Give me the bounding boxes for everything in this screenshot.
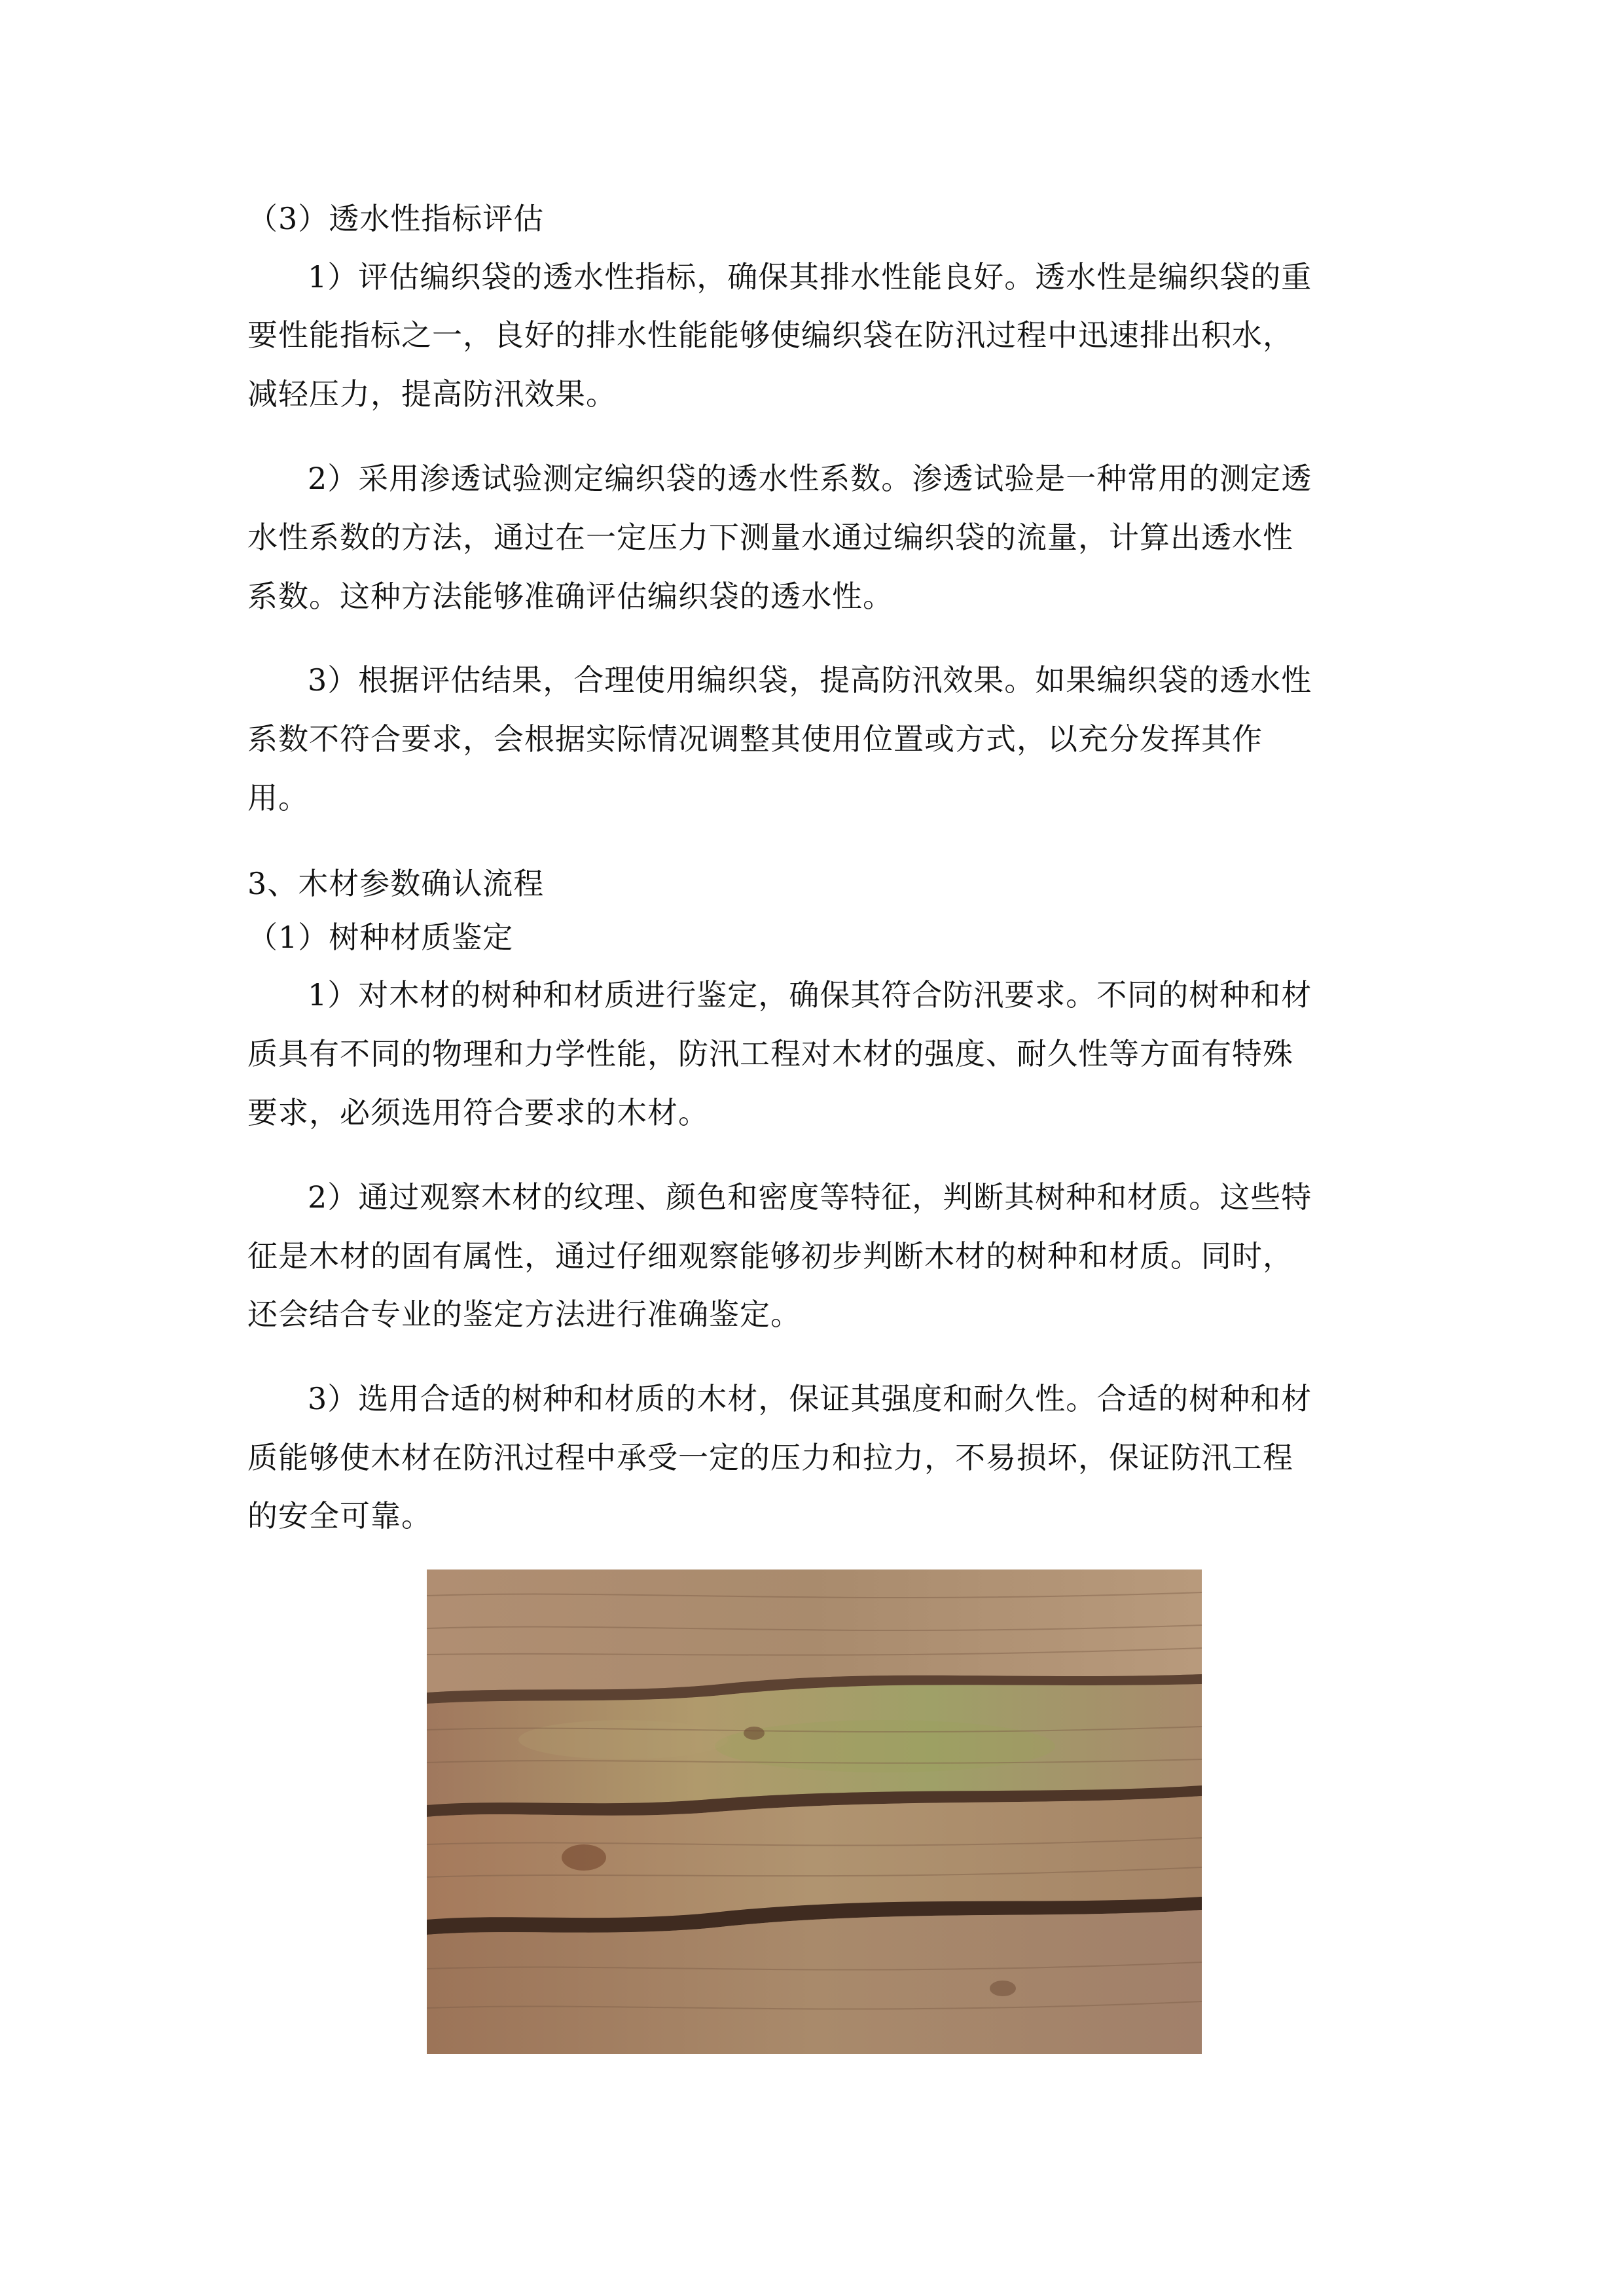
paragraph-line: 的安全可靠。 [247,1498,432,1534]
wood-planks-photo [427,1570,1202,2054]
paragraph-line: 还会结合专业的鉴定方法进行准确鉴定。 [247,1297,801,1332]
paragraph-line: 征是木材的固有属性，通过仔细观察能够初步判断木材的树种和材质。同时， [247,1238,1293,1274]
paragraph-line: 用。 [247,780,309,816]
paragraph-line: 水性系数的方法，通过在一定压力下测量水通过编织袋的流量，计算出透水性 [247,520,1293,555]
paragraph-line: 2）采用渗透试验测定编织袋的透水性系数。渗透试验是一种常用的测定透 [308,461,1312,496]
paragraph-line: 减轻压力，提高防汛效果。 [247,376,617,412]
paragraph-line: 1）对木材的树种和材质进行鉴定，确保其符合防汛要求。不同的树种和材 [308,977,1312,1013]
paragraph-line: 质具有不同的物理和力学性能，防汛工程对木材的强度、耐久性等方面有特殊 [247,1036,1293,1071]
paragraph-line: 1）评估编织袋的透水性指标，确保其排水性能良好。透水性是编织袋的重 [308,259,1312,295]
paragraph-line: 质能够使木材在防汛过程中承受一定的压力和拉力，不易损坏，保证防汛工程 [247,1440,1293,1475]
paragraph-line: 3）根据评估结果，合理使用编织袋，提高防汛效果。如果编织袋的透水性 [308,662,1312,698]
section-heading-timber: 3、木材参数确认流程 [247,866,545,901]
paragraph-line: 系数。这种方法能够准确评估编织袋的透水性。 [247,579,893,614]
section-heading-permeability: （3）透水性指标评估 [247,201,545,236]
paragraph-line: 要求，必须选用符合要求的木材。 [247,1095,709,1130]
paragraph-line: 3）选用合适的树种和材质的木材，保证其强度和耐久性。合适的树种和材 [308,1381,1312,1416]
paragraph-line: 系数不符合要求，会根据实际情况调整其使用位置或方式，以充分发挥其作 [247,721,1263,757]
paragraph-line: 要性能指标之一，良好的排水性能能够使编织袋在防汛过程中迅速排出积水， [247,317,1293,353]
subsection-heading-species: （1）树种材质鉴定 [247,920,514,955]
paragraph-line: 2）通过观察木材的纹理、颜色和密度等特征，判断其树种和材质。这些特 [308,1179,1312,1215]
